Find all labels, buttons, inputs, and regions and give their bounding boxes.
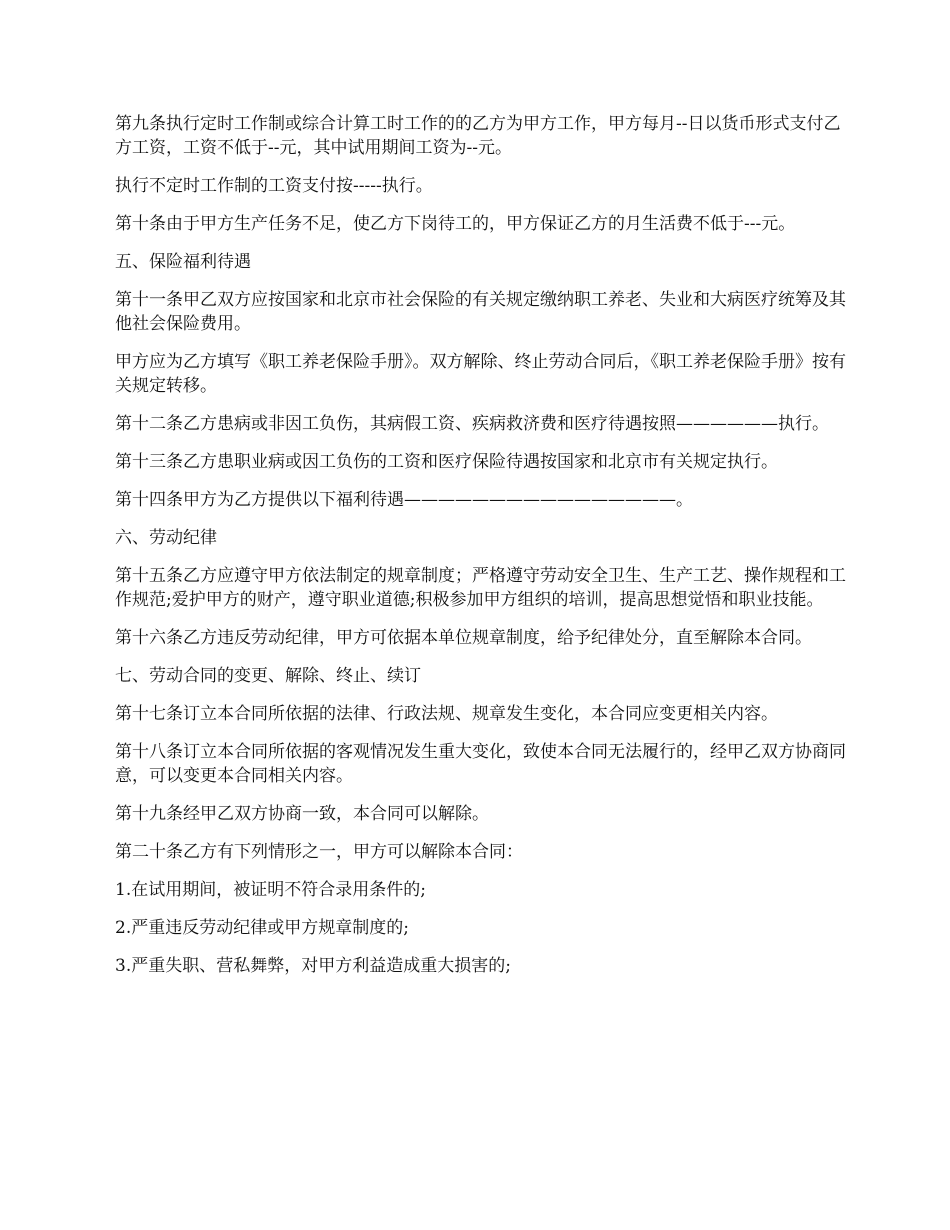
paragraph-article-10: 第十条由于甲方生产任务不足，使乙方下岗待工的，甲方保证乙方的月生活费不低于---元。 [115,214,796,234]
section-heading-contract-changes: 七、劳动合同的变更、解除、终止、续订 [115,666,421,686]
paragraph-article-20: 第二十条乙方有下列情形之一，甲方可以解除本合同： [115,842,523,862]
section-heading-insurance-benefits: 五、保险福利待遇 [115,252,251,272]
paragraph-pension-handbook: 甲方应为乙方填写《职工养老保险手册》。双方解除、终止劳动合同后，《职工养老保险手册》按有关规定转移。 [115,352,846,396]
paragraph-article-9: 第九条执行定时工作制或综合计算工时工作的的乙方为甲方工作，甲方每月--日以货币形式支付乙方工资，工资不低于--元，其中试用期间工资为--元。 [115,114,841,158]
paragraph-article-12: 第十二条乙方患病或非因工负伤，其病假工资、疾病救济费和医疗待遇按照——————执行。 [115,414,829,434]
paragraph-article-15: 第十五条乙方应遵守甲方依法制定的规章制度；严格遵守劳动安全卫生、生产工艺、操作规程和工作规范;爱护甲方的财产，遵守职业道德;积极参加甲方组织的培训，提高思想觉悟和职业技能。 [115,566,846,610]
list-item-1: 1.在试用期间，被证明不符合录用条件的; [115,880,426,900]
paragraph-article-18: 第十八条订立本合同所依据的客观情况发生重大变化，致使本合同无法履行的，经甲乙双方协商同意，可以变更本合同相关内容。 [115,742,846,786]
paragraph-article-11: 第十一条甲乙双方应按国家和北京市社会保险的有关规定缴纳职工养老、失业和大病医疗统筹及其他社会保险费用。 [115,290,846,334]
paragraph-article-19: 第十九条经甲乙双方协商一致，本合同可以解除。 [115,804,489,824]
paragraph-article-16: 第十六条乙方违反劳动纪律，甲方可依据本单位规章制度，给予纪律处分，直至解除本合同。 [115,628,812,648]
section-heading-labor-discipline: 六、劳动纪律 [115,528,217,548]
list-item-3: 3.严重失职、营私舞弊，对甲方利益造成重大损害的; [115,956,511,976]
list-item-2: 2.严重违反劳动纪律或甲方规章制度的; [115,918,409,938]
paragraph-article-17: 第十七条订立本合同所依据的法律、行政法规、规章发生变化，本合同应变更相关内容。 [115,704,778,724]
paragraph-article-13: 第十三条乙方患职业病或因工负伤的工资和医疗保险待遇按国家和北京市有关规定执行。 [115,452,778,472]
paragraph-article-14: 第十四条甲方为乙方提供以下福利待遇————————————————。 [115,490,693,510]
paragraph-irregular-hours-pay: 执行不定时工作制的工资支付按-----执行。 [115,176,433,196]
